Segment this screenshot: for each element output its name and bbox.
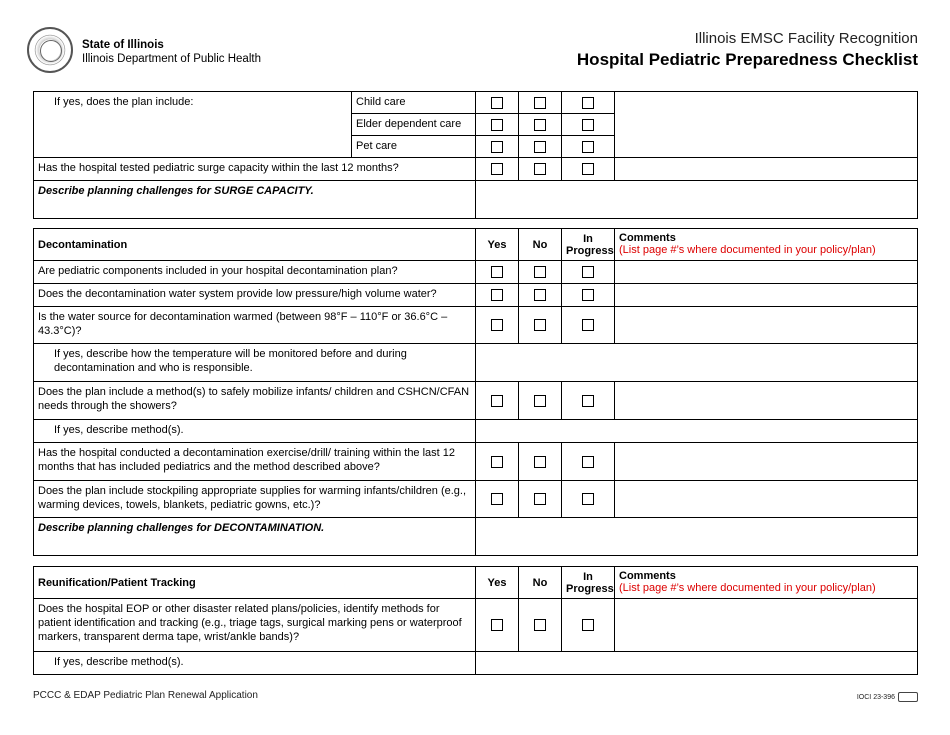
- comments-cell[interactable]: [615, 443, 918, 481]
- in-progress-header: In Progress: [562, 567, 615, 599]
- state-name: State of Illinois: [82, 39, 164, 51]
- followup-question: If yes, describe method(s).: [34, 420, 476, 443]
- section-title: Reunification/Patient Tracking: [34, 567, 476, 599]
- no-checkbox[interactable]: [534, 163, 546, 175]
- state-seal-icon: [27, 27, 73, 73]
- yes-checkbox[interactable]: [491, 163, 503, 175]
- comments-cell[interactable]: [615, 599, 918, 652]
- form-id-text: IOCI 23-396: [856, 693, 895, 701]
- tested-surge-question: Has the hospital tested pediatric surge capacity within the last 12 months?: [34, 158, 476, 181]
- question: Does the hospital EOP or other disaster related plans/policies, identify methods for patient identification and tracking (e.g., triage tags, surgical marking pens or waterproof markers, transparent derma tape, wrist/ankle bands)?: [34, 599, 476, 652]
- plan-include-question: If yes, does the plan include:: [34, 92, 352, 158]
- question: Does the plan include stockpiling appropriate supplies for warming infants/children (e.g., warming devices, towels, blankets, pediatric gowns, etc.)?: [34, 481, 476, 518]
- comments-cell[interactable]: [615, 307, 918, 344]
- yes-checkbox[interactable]: [491, 289, 503, 301]
- no-checkbox[interactable]: [534, 493, 546, 505]
- no-checkbox[interactable]: [534, 97, 546, 109]
- agency-block: [82, 38, 261, 66]
- yes-checkbox[interactable]: [491, 141, 503, 153]
- question: Does the plan include a method(s) to safely mobilize infants/ children and CSHCN/CFAN needs through the showers?: [34, 382, 476, 420]
- decontamination-table: [33, 228, 918, 556]
- followup-input[interactable]: [476, 652, 918, 675]
- no-checkbox[interactable]: [534, 319, 546, 331]
- reunification-table: [33, 566, 918, 675]
- section-title: Decontamination: [34, 229, 476, 261]
- no-header: No: [519, 229, 562, 261]
- comments-note: (List page #’s where documented in your policy/plan): [619, 581, 876, 594]
- in-progress-checkbox[interactable]: [582, 141, 594, 153]
- in-progress-checkbox[interactable]: [582, 456, 594, 468]
- comments-cell[interactable]: [615, 382, 918, 420]
- comments-cell[interactable]: [615, 481, 918, 518]
- plan-item: Elder dependent care: [352, 114, 476, 136]
- yes-header: Yes: [476, 229, 519, 261]
- question: Does the decontamination water system provide low pressure/high volume water?: [34, 284, 476, 307]
- no-checkbox[interactable]: [534, 119, 546, 131]
- in-progress-checkbox[interactable]: [582, 619, 594, 631]
- no-header: No: [519, 567, 562, 599]
- no-checkbox[interactable]: [534, 395, 546, 407]
- comments-cell[interactable]: [615, 92, 918, 158]
- followup-question: If yes, describe method(s).: [34, 652, 476, 675]
- plan-item: Pet care: [352, 136, 476, 158]
- in-progress-header: In Progress: [562, 229, 615, 261]
- page-header: [0, 0, 950, 90]
- no-checkbox[interactable]: [534, 289, 546, 301]
- footer-form-id: [857, 692, 918, 702]
- in-progress-checkbox[interactable]: [582, 319, 594, 331]
- page-title: Hospital Pediatric Preparedness Checklist: [576, 50, 918, 69]
- question: Has the hospital conducted a decontamination exercise/drill/ training within the last 12 months that has included pediatrics and the method described above?: [34, 443, 476, 481]
- no-checkbox[interactable]: [534, 456, 546, 468]
- program-title: Illinois EMSC Facility Recognition: [694, 30, 918, 47]
- followup-question: If yes, describe how the temperature will be monitored before and during decontamination and who is responsible.: [34, 344, 476, 382]
- followup-input[interactable]: [476, 344, 918, 382]
- in-progress-checkbox[interactable]: [582, 97, 594, 109]
- yes-checkbox[interactable]: [491, 319, 503, 331]
- comments-cell[interactable]: [615, 284, 918, 307]
- surge-challenges-label: Describe planning challenges for SURGE CAPACITY.: [34, 181, 476, 219]
- footer-form-name: PCCC & EDAP Pediatric Plan Renewal Application: [33, 690, 258, 701]
- followup-input[interactable]: [476, 420, 918, 443]
- decon-challenges-input[interactable]: [476, 518, 918, 556]
- no-checkbox[interactable]: [534, 141, 546, 153]
- department-name: Illinois Department of Public Health: [82, 53, 261, 65]
- decon-challenges-label: Describe planning challenges for DECONTAMINATION.: [34, 518, 476, 556]
- comments-header: Comments: [619, 231, 676, 244]
- in-progress-checkbox[interactable]: [582, 119, 594, 131]
- question: Are pediatric components included in your hospital decontamination plan?: [34, 261, 476, 284]
- surge-table: [33, 91, 918, 219]
- comments-header: Comments: [619, 569, 676, 582]
- surge-challenges-input[interactable]: [476, 181, 918, 219]
- yes-checkbox[interactable]: [491, 395, 503, 407]
- comments-note: (List page #’s where documented in your policy/plan): [619, 243, 876, 256]
- question: Is the water source for decontamination warmed (between 98°F – 110°F or 36.6°C – 43.3°C)?: [34, 307, 476, 344]
- printer-logo-icon: [898, 692, 918, 702]
- yes-checkbox[interactable]: [491, 456, 503, 468]
- yes-header: Yes: [476, 567, 519, 599]
- plan-item: Child care: [352, 92, 476, 114]
- in-progress-checkbox[interactable]: [582, 266, 594, 278]
- yes-checkbox[interactable]: [491, 619, 503, 631]
- in-progress-checkbox[interactable]: [582, 163, 594, 175]
- yes-checkbox[interactable]: [491, 119, 503, 131]
- comments-cell[interactable]: [615, 158, 918, 181]
- in-progress-checkbox[interactable]: [582, 289, 594, 301]
- no-checkbox[interactable]: [534, 619, 546, 631]
- in-progress-checkbox[interactable]: [582, 493, 594, 505]
- yes-checkbox[interactable]: [491, 266, 503, 278]
- in-progress-checkbox[interactable]: [582, 395, 594, 407]
- no-checkbox[interactable]: [534, 266, 546, 278]
- yes-checkbox[interactable]: [491, 97, 503, 109]
- comments-cell[interactable]: [615, 261, 918, 284]
- yes-checkbox[interactable]: [491, 493, 503, 505]
